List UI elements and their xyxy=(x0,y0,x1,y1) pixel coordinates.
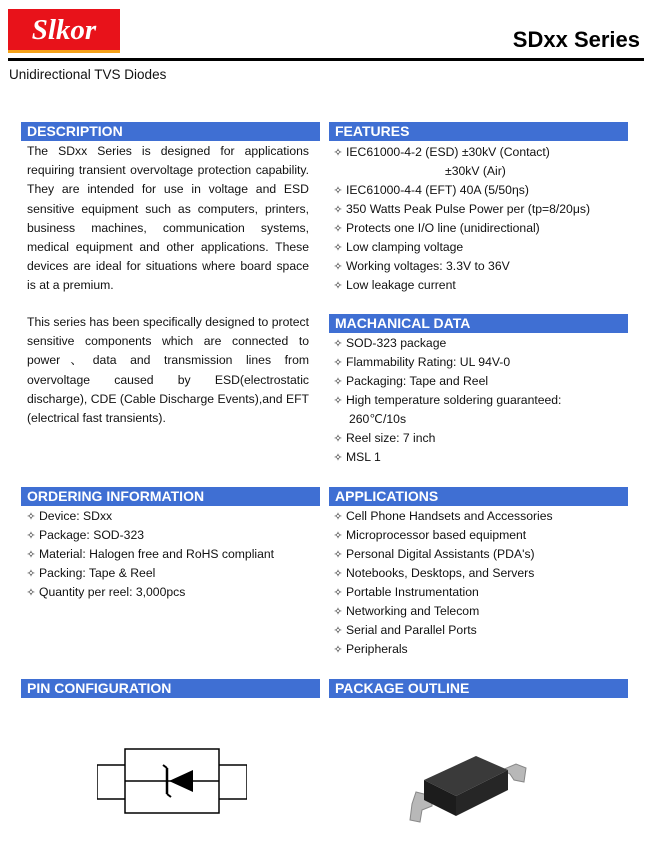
diamond-bullet-icon: ✧ xyxy=(333,338,343,350)
diamond-bullet-icon: ✧ xyxy=(333,511,343,523)
list-item: ✧ High temperature soldering guaranteed: xyxy=(333,391,561,410)
diamond-bullet-icon: ✧ xyxy=(333,452,343,464)
diamond-bullet-icon: ✧ xyxy=(333,395,343,407)
ordering-information-list xyxy=(26,507,274,602)
list-item: ✧ Personal Digital Assistants (PDA's) xyxy=(333,545,553,564)
list-item: ✧ SOD-323 package xyxy=(333,334,561,353)
diamond-bullet-icon: ✧ xyxy=(333,376,343,388)
list-item: ✧ Networking and Telecom xyxy=(333,602,553,621)
pin-configuration-heading: PIN CONFIGURATION xyxy=(21,679,320,698)
list-item: ✧ Serial and Parallel Ports xyxy=(333,621,553,640)
mechanical-data-list xyxy=(333,334,561,467)
logo-text: Slkor xyxy=(31,14,97,46)
diamond-bullet-icon: ✧ xyxy=(333,242,343,254)
diamond-bullet-icon: ✧ xyxy=(333,147,343,159)
document-subtitle: Unidirectional TVS Diodes xyxy=(9,67,167,82)
diamond-bullet-icon: ✧ xyxy=(333,644,343,656)
applications-list xyxy=(333,507,553,659)
list-item: ✧ Notebooks, Desktops, and Servers xyxy=(333,564,553,583)
list-item: ✧ Packaging: Tape and Reel xyxy=(333,372,561,391)
diamond-bullet-icon: ✧ xyxy=(26,568,36,580)
list-item: ±30kV (Air) xyxy=(445,164,506,178)
diamond-bullet-icon: ✧ xyxy=(333,223,343,235)
applications-heading: APPLICATIONS xyxy=(329,487,628,506)
series-title: SDxx Series xyxy=(512,27,640,52)
diamond-bullet-icon: ✧ xyxy=(333,433,343,445)
diamond-bullet-icon: ✧ xyxy=(333,568,343,580)
description-paragraph-1: The SDxx Series is designed for applications requiring transient overvoltage protection capability. They are intended for use in voltage and ESD sensitive equipment such as computers, printers, business machines, communication systems, medical equipment and other applications. These devices are ideal for situations where board space is at a premium. xyxy=(27,144,309,293)
mechanical-data-heading: MACHANICAL DATA xyxy=(329,314,628,333)
diamond-bullet-icon: ✧ xyxy=(333,587,343,599)
list-item: 260℃/10s xyxy=(349,412,407,426)
features-heading: FEATURES xyxy=(329,122,628,141)
list-item: ✧ Low clamping voltage xyxy=(333,238,590,257)
list-item: ✧ Packing: Tape & Reel xyxy=(26,564,274,583)
diamond-bullet-icon: ✧ xyxy=(333,185,343,197)
description-paragraph-2: This series has been specifically designed to protect sensitive components which are connected to power、data and transmission lines from overvoltage caused by ESD(electrostatic discharge), CDE (Cable Discharge Events),and EFT (electrical fast transients). xyxy=(27,315,309,426)
diamond-bullet-icon: ✧ xyxy=(26,511,36,523)
list-item: ✧ IEC61000-4-2 (ESD) ±30kV (Contact) xyxy=(333,143,590,162)
list-item: ✧ Protects one I/O line (unidirectional) xyxy=(333,219,590,238)
list-item: ✧ Flammability Rating: UL 94V-0 xyxy=(333,353,561,372)
list-item: ✧ Peripherals xyxy=(333,640,553,659)
sod323-package-image xyxy=(398,734,538,834)
diamond-bullet-icon: ✧ xyxy=(333,625,343,637)
list-item: ✧ 350 Watts Peak Pulse Power per (tp=8/20μs) xyxy=(333,200,590,219)
diamond-bullet-icon: ✧ xyxy=(333,261,343,273)
diamond-bullet-icon: ✧ xyxy=(26,549,36,561)
diamond-bullet-icon: ✧ xyxy=(333,280,343,292)
list-item: ✧ Microprocessor based equipment xyxy=(333,526,553,545)
diamond-bullet-icon: ✧ xyxy=(333,606,343,618)
list-item: ✧ Working voltages: 3.3V to 36V xyxy=(333,257,590,276)
diamond-bullet-icon: ✧ xyxy=(333,357,343,369)
diamond-bullet-icon: ✧ xyxy=(333,204,343,216)
features-list xyxy=(333,143,590,295)
diamond-bullet-icon: ✧ xyxy=(333,549,343,561)
ordering-information-heading: ORDERING INFORMATION xyxy=(21,487,320,506)
diamond-bullet-icon: ✧ xyxy=(26,530,36,542)
list-item: ✧ Portable Instrumentation xyxy=(333,583,553,602)
list-item: ✧ Reel size: 7 inch xyxy=(333,429,561,448)
diode-schematic-icon xyxy=(97,743,247,823)
list-item: ✧ MSL 1 xyxy=(333,448,561,467)
company-logo xyxy=(8,9,120,53)
header-divider xyxy=(8,58,644,61)
list-item: ✧ Cell Phone Handsets and Accessories xyxy=(333,507,553,526)
diamond-bullet-icon: ✧ xyxy=(26,587,36,599)
list-item: ✧ IEC61000-4-4 (EFT) 40A (5/50ηs) xyxy=(333,181,590,200)
list-item: ✧ Low leakage current xyxy=(333,276,590,295)
diamond-bullet-icon: ✧ xyxy=(333,530,343,542)
list-item: ✧ Quantity per reel: 3,000pcs xyxy=(26,583,274,602)
description-heading: DESCRIPTION xyxy=(21,122,320,141)
list-item: ✧ Material: Halogen free and RoHS compliant xyxy=(26,545,274,564)
package-outline-heading: PACKAGE OUTLINE xyxy=(329,679,628,698)
list-item: ✧ Package: SOD-323 xyxy=(26,526,274,545)
list-item: ✧ Device: SDxx xyxy=(26,507,274,526)
